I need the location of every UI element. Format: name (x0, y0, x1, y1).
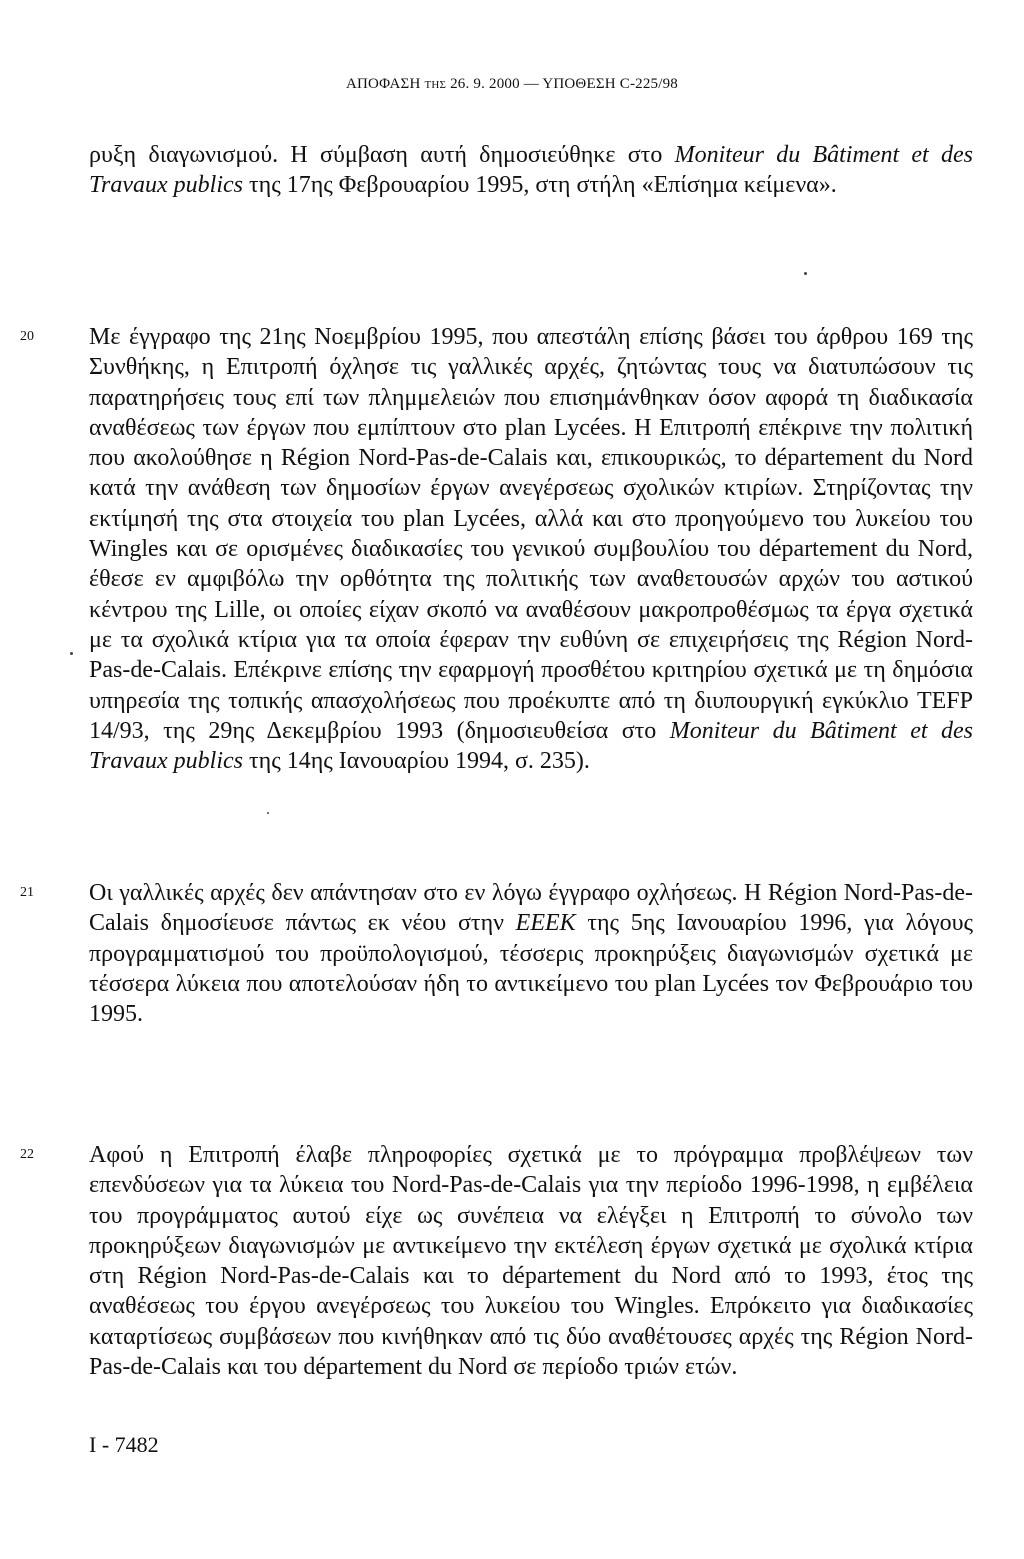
page-number: I - 7482 (89, 1432, 159, 1457)
paragraph-20-journal-title: Moniteur du Bâtiment et des Travaux publics (89, 717, 974, 775)
paragraph-number-21: 21 (20, 885, 34, 900)
scan-speck (70, 652, 73, 655)
paragraph-21-text-1: Οι γαλλικές αρχές δεν απάντησαν στο εν λόγω έγγραφο οχλήσεως. Η Région Nord-Pas-de-Calais δημοσίευσε πάντως εκ νέου στην (89, 880, 973, 937)
continuation-text-1: ρυξη διαγωνισμού. Η σύμβαση αυτή δημοσιεύθηκε στο (89, 142, 675, 168)
scan-speck (804, 272, 807, 275)
paragraph-number-22: 22 (20, 1147, 34, 1162)
paragraph-20 (89, 322, 973, 776)
paragraph-22 (89, 1140, 973, 1382)
paragraph-20-text-2: της 14ης Ιανουαρίου 1994, σ. 235). (243, 748, 590, 775)
continuation-text-2: της 17ης Φεβρουαρίου 1995, στη στήλη «Επίσημα κείμενα». (243, 172, 837, 199)
continuation-paragraph (89, 140, 973, 201)
continuation-journal-title: Moniteur du Bâtiment et des Travaux publics (89, 142, 973, 199)
scan-speck (267, 812, 269, 814)
paragraph-21 (89, 878, 973, 1029)
paragraph-21-journal-abbrev: ΕΕΕΚ (515, 910, 576, 937)
running-header: ΑΠΟΦΑΣΗ της 26. 9. 2000 — ΥΠΟΘΕΣΗ C-225/98 (345, 76, 679, 92)
paragraph-22-text: Αφού η Επιτροπή έλαβε πληροφορίες σχετικά με το πρόγραμμα προβλέψεων των επενδύσεων για τα λύκεια του Nord-Pas-de-Calais για την περίοδο 1996-1998, η εμβέλεια του προγράμματος αυτού είχε ως συνέπεια να ελέγξει η Επιτροπή το σύνολο των προκηρύξεων διαγωνισμών με αντικείμενο την εκτέλεση έργων σχετικά με σχολικά κτίρια στη Région Nord-Pas-de-Calais και το département du Nord από το 1993, έτος της αναθέσεως του έργου ανεγέρσεως του λυκείου του Wingles. Επρόκειτο για διαδικασίες καταρτίσεως συμβάσεων που κινήθηκαν από τις δύο αναθέτουσες αρχές της Région Nord-Pas-de-Calais και του département du Nord σε περίοδο τριών ετών. (89, 1142, 973, 1381)
paragraph-20-text-1: Με έγγραφο της 21ης Νοεμβρίου 1995, που απεστάλη επίσης βάσει του άρθρου 169 της Συνθήκης, η Επιτροπή όχλησε τις γαλλικές αρχές, ζητώντας τους να διατυπώσουν τις παρατηρήσεις τους επί των πλημμελειών που επισημάνθηκαν όσον αφορά τη διαδικασία αναθέσεως των έργων που εμπίπτουν στο plan Lycées. Η Επιτροπή επέκρινε την πολιτική που ακολούθησε η Région Nord-Pas-de-Calais και, επικουρικώς, το département du Nord κατά την ανάθεση των δημοσίων έργων ανεγέρσεως σχολικών κτιρίων. Στηρίζοντας την εκτίμησή της στα στοιχεία του plan Lycées, αλλά και στο προηγούμενο του λυκείου του Wingles και σε ορισμένες διαδικασίες του γενικού συμβουλίου του département du Nord, έθεσε εν αμφιβόλω την ορθότητα της πολιτικής των αναθετουσών αρχών του αστικού κέντρου της Lille, οι οποίες είχαν σκοπό να αναθέσουν μακροπροθέσμως τα έργα σχετικά με τα σχολικά κτίρια για τα οποία έφεραν την ευθύνη σε επιχειρήσεις της Région Nord-Pas-de-Calais. Επέκρινε επίσης την εφαρμογή προσθέτου κριτηρίου σχετικά με τη δημόσια υπηρεσία της τοπικής απασχολήσεως που προέκυπτε από τη διυπουργική εγκύκλιο TEFP 14/93, της 29ης Δεκεμβρίου 1993 (δημοσιευθείσα στο (89, 324, 973, 744)
paragraph-21-text-2: της 5ης Ιανουαρίου 1996, για λόγους προγραμματισμού του προϋπολογισμού, τέσσερις προκηρύξεις διαγωνισμών σχετικά με τέσσερα λύκεια που αποτελούσαν ήδη το αντικείμενο του plan Lycées τον Φεβρουάριο του 1995. (89, 910, 974, 1028)
paragraph-number-20: 20 (20, 329, 34, 344)
